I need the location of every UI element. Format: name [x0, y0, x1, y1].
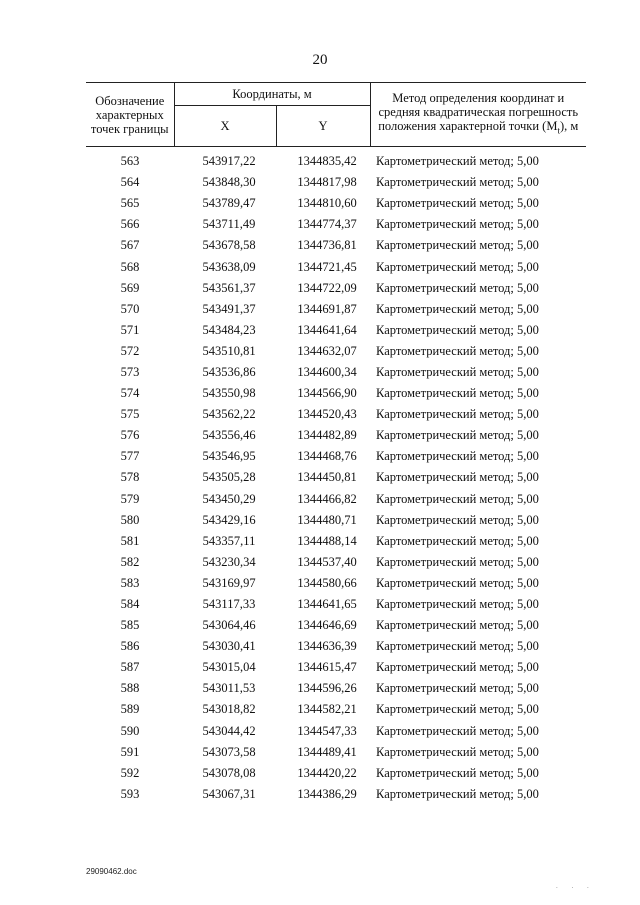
cell-point: 566 — [120, 217, 140, 232]
table-row — [86, 721, 586, 742]
cell-y: 1344537,40 — [297, 554, 357, 569]
cell-method: Картометрический метод; 5,00 — [376, 301, 539, 316]
cell-y: 1344641,64 — [297, 322, 357, 337]
cell-y: 1344632,07 — [297, 343, 357, 358]
cell-method: Картометрический метод; 5,00 — [376, 618, 539, 633]
page-number: 20 — [312, 52, 328, 68]
table-row — [86, 256, 586, 277]
cell-y: 1344580,66 — [297, 575, 357, 590]
cell-y: 1344480,71 — [297, 512, 357, 527]
cell-x: 543510,81 — [202, 343, 256, 358]
cell-method: Картометрический метод; 5,00 — [376, 343, 539, 358]
cell-y: 1344582,21 — [297, 702, 357, 717]
cell-point: 574 — [120, 386, 140, 401]
cell-point: 571 — [120, 322, 140, 337]
cell-x: 543011,53 — [202, 681, 256, 696]
cell-x: 543230,34 — [202, 554, 256, 569]
cell-y: 1344482,89 — [297, 428, 357, 443]
cell-x: 543015,04 — [202, 660, 256, 675]
cell-method: Картометрический метод; 5,00 — [376, 322, 539, 337]
cell-method: Картометрический метод; 5,00 — [376, 554, 539, 569]
table-row — [86, 147, 586, 173]
cell-y: 1344420,22 — [297, 765, 357, 780]
cell-y: 1344722,09 — [297, 280, 357, 295]
cell-x: 543357,11 — [202, 533, 256, 548]
table-row — [86, 657, 586, 678]
header-method-subscript: t — [557, 125, 560, 136]
cell-y: 1344489,41 — [297, 744, 357, 759]
cell-method: Картометрический метод; 5,00 — [376, 449, 539, 464]
cell-point: 590 — [120, 723, 140, 738]
cell-point: 569 — [120, 280, 140, 295]
header-x: X — [174, 106, 276, 147]
cell-x: 543917,22 — [202, 154, 256, 169]
cell-method: Картометрический метод; 5,00 — [376, 597, 539, 612]
cell-y: 1344600,34 — [297, 364, 357, 379]
cell-x: 543169,97 — [202, 575, 256, 590]
table-row — [86, 320, 586, 341]
cell-y: 1344691,87 — [297, 301, 357, 316]
table-row — [86, 362, 586, 383]
cell-y: 1344386,29 — [297, 786, 357, 801]
table-row — [86, 172, 586, 193]
cell-x: 543678,58 — [202, 238, 256, 253]
cell-point: 577 — [120, 449, 140, 464]
cell-point: 593 — [120, 786, 140, 801]
cell-point: 579 — [120, 491, 140, 506]
table-row — [86, 341, 586, 362]
table-row — [86, 699, 586, 720]
cell-method: Картометрический метод; 5,00 — [376, 765, 539, 780]
table-row — [86, 531, 586, 552]
cell-method: Картометрический метод; 5,00 — [376, 786, 539, 801]
cell-method: Картометрический метод; 5,00 — [376, 175, 539, 190]
cell-x: 543848,30 — [202, 175, 256, 190]
cell-point: 575 — [120, 407, 140, 422]
cell-y: 1344615,47 — [297, 660, 357, 675]
table-row — [86, 446, 586, 467]
table-row — [86, 425, 586, 446]
cell-point: 567 — [120, 238, 140, 253]
cell-y: 1344488,14 — [297, 533, 357, 548]
cell-point: 582 — [120, 554, 140, 569]
cell-y: 1344450,81 — [297, 470, 357, 485]
cell-point: 568 — [120, 259, 140, 274]
cell-x: 543536,86 — [202, 364, 256, 379]
cell-point: 573 — [120, 364, 140, 379]
header-method — [370, 83, 586, 147]
cell-y: 1344641,65 — [297, 597, 357, 612]
cell-method: Картометрический метод; 5,00 — [376, 154, 539, 169]
cell-method: Картометрический метод; 5,00 — [376, 575, 539, 590]
cell-method: Картометрический метод; 5,00 — [376, 723, 539, 738]
table-row — [86, 615, 586, 636]
table-row — [86, 214, 586, 235]
cell-method: Картометрический метод; 5,00 — [376, 660, 539, 675]
table-body — [86, 147, 586, 805]
cell-point: 591 — [120, 744, 140, 759]
cell-x: 543064,46 — [202, 618, 256, 633]
cell-y: 1344520,43 — [297, 407, 357, 422]
cell-x: 543030,41 — [202, 639, 256, 654]
cell-y: 1344596,26 — [297, 681, 357, 696]
footer-filename: 29090462.doc — [86, 867, 137, 876]
table-row — [86, 636, 586, 657]
cell-x: 543117,33 — [202, 597, 256, 612]
cell-point: 570 — [120, 301, 140, 316]
cell-y: 1344468,76 — [297, 449, 357, 464]
cell-x: 543018,82 — [202, 702, 256, 717]
cell-point: 564 — [120, 175, 140, 190]
table-row — [86, 299, 586, 320]
boundary-points-table — [86, 82, 586, 805]
table-header — [86, 83, 586, 147]
cell-y: 1344817,98 — [297, 175, 357, 190]
table-row — [86, 383, 586, 404]
cell-method: Картометрический метод; 5,00 — [376, 259, 539, 274]
cell-y: 1344774,37 — [297, 217, 357, 232]
cell-x: 543491,37 — [202, 301, 256, 316]
cell-point: 587 — [120, 660, 140, 675]
cell-method: Картометрический метод; 5,00 — [376, 217, 539, 232]
table-row — [86, 404, 586, 425]
table-row — [86, 594, 586, 615]
cell-x: 543561,37 — [202, 280, 256, 295]
cell-point: 588 — [120, 681, 140, 696]
cell-point: 572 — [120, 343, 140, 358]
cell-method: Картометрический метод; 5,00 — [376, 533, 539, 548]
table-row — [86, 573, 586, 594]
cell-point: 576 — [120, 428, 140, 443]
cell-y: 1344566,90 — [297, 386, 357, 401]
boundary-points-table-container — [86, 82, 586, 805]
cell-point: 578 — [120, 470, 140, 485]
cell-y: 1344547,33 — [297, 723, 357, 738]
footer-marks: . . . — [556, 882, 595, 890]
cell-point: 589 — [120, 702, 140, 717]
cell-method: Картометрический метод; 5,00 — [376, 512, 539, 527]
cell-method: Картометрический метод; 5,00 — [376, 280, 539, 295]
cell-method: Картометрический метод; 5,00 — [376, 196, 539, 211]
cell-point: 592 — [120, 765, 140, 780]
cell-point: 586 — [120, 639, 140, 654]
cell-x: 543562,22 — [202, 407, 256, 422]
cell-x: 543638,09 — [202, 259, 256, 274]
cell-point: 583 — [120, 575, 140, 590]
cell-point: 584 — [120, 597, 140, 612]
cell-x: 543550,98 — [202, 386, 256, 401]
table-row — [86, 552, 586, 573]
cell-y: 1344721,45 — [297, 259, 357, 274]
cell-y: 1344466,82 — [297, 491, 357, 506]
cell-method: Картометрический метод; 5,00 — [376, 681, 539, 696]
cell-x: 543078,08 — [202, 765, 256, 780]
cell-x: 543429,16 — [202, 512, 256, 527]
cell-y: 1344810,60 — [297, 196, 357, 211]
cell-x: 543484,23 — [202, 322, 256, 337]
table-row — [86, 467, 586, 488]
table-row — [86, 763, 586, 784]
header-method-tail: ), м — [559, 119, 579, 134]
cell-method: Картометрический метод; 5,00 — [376, 744, 539, 759]
cell-method: Картометрический метод; 5,00 — [376, 470, 539, 485]
cell-method: Картометрический метод; 5,00 — [376, 238, 539, 253]
table-row — [86, 784, 586, 805]
cell-method: Картометрический метод; 5,00 — [376, 428, 539, 443]
header-method-text: Метод определения координат и средняя квадратическая погрешность положения характерной точки (M — [378, 91, 579, 134]
cell-x: 543450,29 — [202, 491, 256, 506]
cell-x: 543073,58 — [202, 744, 256, 759]
cell-point: 581 — [120, 533, 140, 548]
cell-point: 585 — [120, 618, 140, 633]
cell-method: Картометрический метод; 5,00 — [376, 364, 539, 379]
cell-point: 563 — [120, 154, 140, 169]
table-row — [86, 278, 586, 299]
table-row — [86, 742, 586, 763]
table-row — [86, 193, 586, 214]
cell-x: 543546,95 — [202, 449, 256, 464]
cell-method: Картометрический метод; 5,00 — [376, 386, 539, 401]
cell-method: Картометрический метод; 5,00 — [376, 491, 539, 506]
cell-method: Картометрический метод; 5,00 — [376, 407, 539, 422]
cell-method: Картометрический метод; 5,00 — [376, 639, 539, 654]
cell-x: 543505,28 — [202, 470, 256, 485]
table-row — [86, 489, 586, 510]
cell-y: 1344636,39 — [297, 639, 357, 654]
cell-x: 543789,47 — [202, 196, 256, 211]
cell-y: 1344736,81 — [297, 238, 357, 253]
cell-point: 565 — [120, 196, 140, 211]
cell-x: 543711,49 — [202, 217, 256, 232]
table-row — [86, 510, 586, 531]
cell-x: 543044,42 — [202, 723, 256, 738]
cell-method: Картометрический метод; 5,00 — [376, 702, 539, 717]
cell-x: 543067,31 — [202, 786, 256, 801]
table-row — [86, 235, 586, 256]
cell-point: 580 — [120, 512, 140, 527]
cell-x: 543556,46 — [202, 428, 256, 443]
cell-y: 1344646,69 — [297, 618, 357, 633]
cell-y: 1344835,42 — [297, 154, 357, 169]
header-coordinates: Координаты, м — [174, 83, 370, 106]
table-row — [86, 678, 586, 699]
header-y: Y — [276, 106, 370, 147]
header-point: Обозначение характерных точек границы — [86, 83, 174, 147]
